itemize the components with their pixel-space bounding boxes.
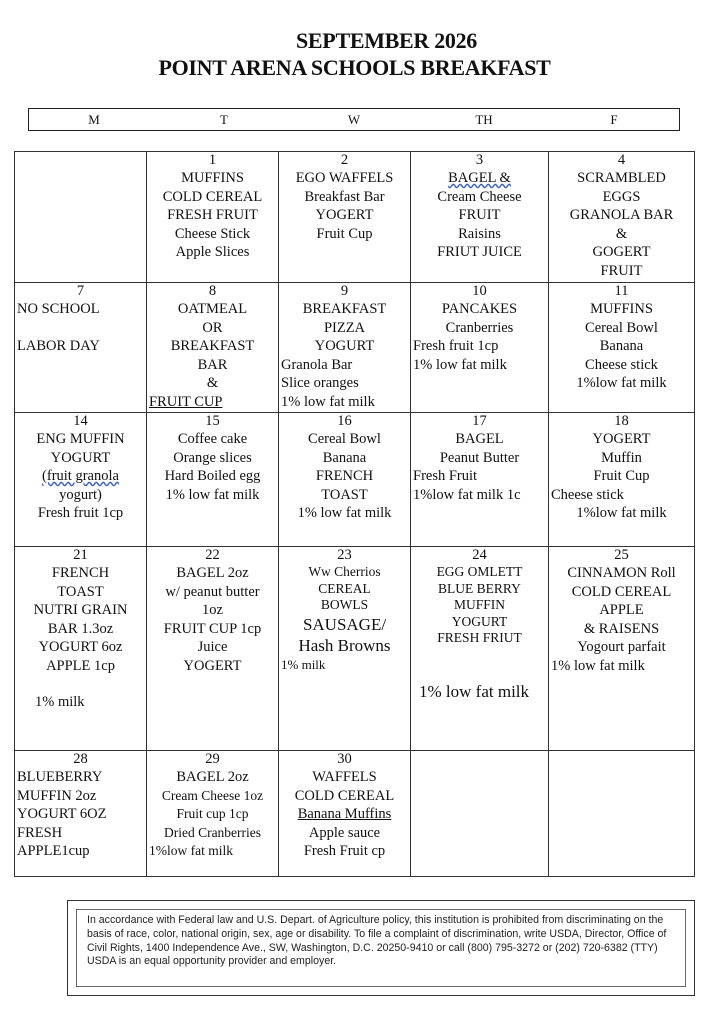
weekday-header: [28, 108, 680, 131]
menu-item: &: [206, 375, 219, 391]
menu-item: Cheese Stick: [174, 225, 251, 242]
day-cell: [549, 283, 695, 413]
menu-item: Apple sauce: [308, 824, 381, 841]
menu-item: Slice oranges: [281, 375, 359, 391]
menu-item: SCRAMBLED: [577, 170, 666, 186]
menu-item: 1%low fat milk: [576, 505, 667, 521]
menu-item: EGGS: [602, 188, 641, 205]
menu-item: NUTRI GRAIN: [33, 602, 128, 618]
menu-item: MUFFINS: [590, 301, 653, 317]
week-row: [15, 547, 695, 751]
menu-school-title: POINT ARENA SCHOOLS BREAKFAST: [158, 55, 551, 80]
menu-item: APPLE: [599, 602, 644, 618]
menu-item: FRUIT: [600, 262, 643, 279]
day-number: 3: [475, 152, 484, 168]
menu-item: Raisins: [458, 225, 501, 242]
week-row: [15, 413, 695, 547]
day-cell: [147, 547, 279, 751]
day-number: 18: [614, 413, 629, 429]
weekday-thursday: TH: [475, 112, 493, 127]
menu-item: 1% low fat milk: [297, 505, 392, 521]
weekday-tuesday: T: [220, 112, 228, 127]
menu-item: 1%low fat milk: [149, 843, 233, 858]
menu-item: FRESH FRIUT: [437, 630, 522, 645]
day-cell: [411, 547, 549, 751]
week-row: [15, 283, 695, 413]
menu-item: Juice: [197, 639, 228, 655]
day-number: 9: [340, 283, 349, 299]
week-row: [15, 751, 695, 877]
menu-item: BAGEL 2oz: [176, 769, 249, 785]
day-cell: [411, 413, 549, 547]
menu-item: CINNAMON Roll: [567, 565, 676, 581]
menu-item: Breakfast Bar: [304, 188, 385, 205]
menu-item: BREAKFAST: [302, 301, 387, 317]
menu-item: Fruit Cup: [593, 468, 650, 484]
day-number: 28: [73, 751, 88, 767]
week-row: [15, 152, 695, 283]
menu-item: COLD CEREAL: [571, 583, 672, 600]
menu-item: 1% low fat milk: [551, 657, 645, 674]
menu-item: PIZZA: [323, 319, 366, 336]
menu-item: COLD CEREAL: [294, 787, 395, 804]
menu-item: Hard Boiled egg: [164, 468, 261, 484]
menu-item: BAGEL &: [448, 170, 511, 186]
menu-item: YOGURT 6OZ: [17, 806, 107, 822]
menu-item: FRUIT CUP 1cp: [163, 620, 262, 637]
day-number: 24: [472, 547, 487, 563]
day-number: 1: [208, 152, 217, 168]
menu-item: 1% milk: [281, 656, 326, 672]
day-number: 25: [614, 547, 629, 563]
day-cell-empty: [411, 751, 549, 877]
day-cell: [279, 152, 411, 283]
menu-item: YOGURT: [314, 338, 375, 354]
menu-item: BOWLS: [320, 597, 369, 612]
menu-item: FRENCH: [51, 565, 110, 581]
menu-item: YOGERT: [315, 207, 374, 223]
weekday-monday: M: [88, 112, 100, 127]
menu-item: BAR: [197, 356, 228, 373]
menu-item: Cereal Bowl: [308, 431, 381, 447]
menu-item: Fresh fruit 1cp: [37, 505, 124, 521]
day-cell: [15, 751, 147, 877]
day-cell: [147, 152, 279, 283]
day-cell: [147, 751, 279, 877]
menu-item: 1% milk: [35, 694, 85, 710]
menu-item: CEREAL: [318, 580, 371, 596]
menu-item: BAGEL 2oz: [176, 565, 249, 581]
notice-inner-border: [76, 909, 686, 987]
menu-item: BAGEL: [455, 431, 504, 447]
menu-item: FRUIT CUP: [149, 393, 223, 410]
menu-item: 1% low fat milk: [419, 681, 530, 701]
menu-item: Cheese stick: [585, 356, 658, 373]
menu-item: Fresh Fruit: [413, 468, 478, 484]
day-number: 16: [337, 413, 352, 429]
menu-item: EGO WAFFELS: [295, 170, 394, 186]
menu-item: Muffin: [601, 449, 642, 466]
menu-item: LABOR DAY: [17, 337, 100, 354]
menu-item: TOAST: [321, 486, 368, 503]
menu-item: 1% low fat milk: [413, 356, 507, 373]
menu-item: GOGERT: [592, 244, 651, 260]
menu-item: 1% low fat milk: [165, 486, 260, 503]
menu-item: (fruit granola: [42, 468, 119, 484]
menu-item: MUFFINS: [181, 170, 244, 186]
day-cell: [147, 283, 279, 413]
menu-item: TOAST: [57, 583, 104, 600]
menu-item: APPLE 1cp: [46, 657, 115, 674]
menu-item: 1% low fat milk: [281, 393, 375, 410]
menu-item: FRESH FRUIT: [167, 207, 258, 223]
notice-text: In accordance with Federal law and U.S. Depart. of Agriculture policy, this institution is prohibited from discriminating on the basis of race, color, national origin, sex, age or disability. To file a complaint of discrimination, write USDA, Director, Office of Civil Rights, 1400 Independence Ave., SW, Washington, D.C. 20250-9410 or call (800) 795-3272 or (202) 720-6382 (TTY) USDA is an equal opportunity provider and employer.: [87, 914, 667, 968]
menu-item: NO SCHOOL: [17, 301, 100, 317]
day-number: 7: [76, 283, 85, 299]
menu-item: MUFFIN: [453, 597, 505, 612]
day-cell: [147, 413, 279, 547]
menu-item: Fruit cup 1cp: [176, 806, 249, 821]
menu-item: Hash Browns: [298, 635, 391, 655]
menu-item: Granola Bar: [281, 356, 353, 373]
weekday-friday: F: [610, 112, 618, 127]
menu-item: 1%low fat milk 1c: [413, 486, 521, 503]
day-cell-empty: [15, 152, 147, 283]
menu-item: FRESH: [17, 824, 63, 841]
menu-item: Cereal Bowl: [585, 319, 658, 336]
weekday-wednesday: W: [347, 112, 361, 127]
menu-item: 1%low fat milk: [576, 375, 667, 391]
day-number: 2: [340, 152, 349, 168]
menu-item: Banana Muffins: [297, 806, 392, 822]
menu-item: OR: [202, 319, 223, 336]
menu-item: Cream Cheese: [437, 188, 522, 205]
day-number: 10: [472, 283, 487, 299]
menu-item: Orange slices: [173, 449, 252, 466]
day-number: 14: [73, 413, 88, 429]
menu-item: YOGERT: [183, 657, 242, 674]
menu-item: Banana: [322, 449, 367, 466]
menu-item: MUFFIN 2oz: [17, 787, 97, 804]
day-cell: [279, 751, 411, 877]
day-cell: [549, 547, 695, 751]
menu-item: & RAISENS: [583, 620, 660, 637]
day-cell: [279, 413, 411, 547]
menu-item: SAUSAGE/: [302, 614, 387, 634]
menu-item: FRUIT: [458, 207, 501, 223]
day-cell: [15, 547, 147, 751]
day-number: 23: [337, 547, 352, 563]
menu-item: BAR 1.3oz: [47, 620, 114, 637]
day-cell: [411, 152, 549, 283]
day-cell: [15, 283, 147, 413]
menu-item: Cream Cheese 1oz: [161, 787, 264, 803]
menu-item: YOGURT: [50, 449, 111, 466]
menu-item: Apple Slices: [175, 244, 250, 260]
menu-item: Fresh Fruit cp: [303, 843, 386, 859]
menu-item: &: [615, 225, 628, 242]
menu-item: BLUEBERRY: [17, 769, 103, 785]
menu-calendar-grid: [14, 151, 695, 877]
day-number: 29: [205, 751, 220, 767]
menu-item: w/ peanut butter: [165, 583, 260, 600]
menu-item: Ww Cherrios: [308, 564, 381, 579]
menu-item: Peanut Butter: [439, 449, 520, 466]
menu-item: yogurt): [59, 486, 102, 503]
menu-item: YOGURT 6oz: [38, 639, 123, 655]
menu-item: BLUE BERRY: [438, 580, 521, 596]
day-number: 30: [337, 751, 352, 767]
menu-item: Fresh fruit 1cp: [413, 338, 499, 354]
menu-item: 1oz: [202, 602, 223, 618]
menu-item: Coffee cake: [177, 431, 248, 447]
menu-item: PANCAKES: [441, 301, 518, 317]
nondiscrimination-notice: [67, 900, 695, 996]
day-cell: [15, 413, 147, 547]
menu-item: BREAKFAST: [170, 338, 255, 354]
menu-item: Dried Cranberries: [163, 824, 262, 840]
menu-item: GRANOLA BAR: [569, 207, 674, 223]
menu-item: YOGURT: [451, 613, 508, 629]
menu-item: WAFFELS: [312, 769, 377, 785]
day-number: 8: [208, 283, 217, 299]
menu-item: OATMEAL: [177, 301, 248, 317]
day-cell: [411, 283, 549, 413]
menu-item: ENG MUFFIN: [36, 431, 125, 447]
menu-item: Fruit Cup: [316, 225, 373, 242]
day-number: 17: [472, 413, 487, 429]
day-cell: [279, 283, 411, 413]
day-number: 11: [614, 283, 629, 299]
menu-item: FRIUT JUICE: [437, 244, 522, 260]
menu-item: Cranberries: [445, 319, 514, 336]
day-number: 22: [205, 547, 220, 563]
menu-item: Banana: [599, 338, 644, 354]
day-cell-empty: [549, 751, 695, 877]
menu-item: YOGERT: [592, 431, 651, 447]
menu-item: EGG OMLETT: [436, 564, 523, 579]
day-cell: [279, 547, 411, 751]
menu-item-blank: [17, 319, 144, 337]
menu-item: Yogourt parfait: [577, 639, 666, 655]
day-cell: [549, 413, 695, 547]
menu-item: COLD CEREAL: [162, 188, 263, 205]
menu-month-title: SEPTEMBER 2026: [296, 28, 477, 53]
day-number: 15: [205, 413, 220, 429]
day-cell: [549, 152, 695, 283]
day-number: 4: [617, 152, 626, 168]
menu-item: FRENCH: [315, 468, 374, 484]
day-number: 21: [73, 547, 88, 563]
menu-item: Cheese stick: [551, 486, 624, 503]
menu-item: APPLE1cup: [17, 843, 90, 859]
